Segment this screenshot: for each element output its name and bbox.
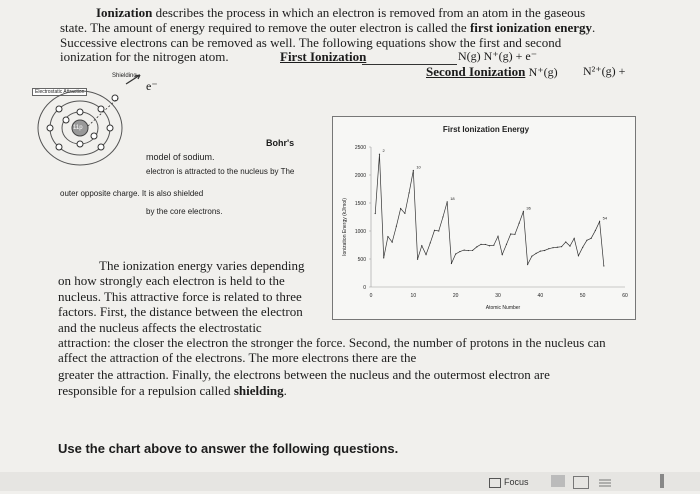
- data-point: [425, 254, 426, 255]
- data-point: [536, 253, 537, 254]
- data-point: [447, 201, 448, 202]
- data-point: [404, 213, 405, 214]
- second-ionization-label: Second Ionization: [426, 64, 526, 79]
- chart-x-axis-label: Atomic Number: [485, 305, 521, 311]
- data-label: 36: [526, 205, 531, 211]
- data-point: [582, 247, 583, 248]
- data-point: [375, 213, 376, 214]
- data-point: [497, 236, 498, 237]
- para2-line-6: attraction: the closer the electron the stronger the force. Second, the number of protons in the nucleus can: [58, 335, 606, 350]
- chart-axes: [355, 145, 628, 299]
- ionization-energy-chart-svg: [333, 117, 635, 319]
- data-point: [586, 240, 587, 241]
- data-point: [459, 251, 460, 252]
- second-ionization-heading: [426, 64, 558, 80]
- intro-line-2-end: .: [592, 20, 596, 35]
- electrostatic-attraction-label: Electrostatic Attraction: [32, 88, 87, 96]
- bohr-title: Bohr's: [266, 138, 295, 148]
- data-point: [557, 247, 558, 248]
- data-point: [514, 234, 515, 235]
- data-point: [472, 250, 473, 251]
- data-point: [574, 238, 575, 239]
- term-shielding: shielding: [233, 383, 284, 398]
- web-layout-icon[interactable]: [598, 476, 612, 487]
- data-point: [544, 250, 545, 251]
- chart-y-axis-label: Ionization Energy (kJ/mol): [342, 198, 348, 256]
- data-point: [519, 223, 520, 224]
- data-point: [531, 256, 532, 257]
- second-ionization-eq-b: N²⁺(g) +: [583, 64, 626, 78]
- data-point: [417, 259, 418, 260]
- nucleus-label: 11p: [73, 125, 83, 131]
- data-point: [595, 230, 596, 231]
- x-tick-label: 10: [410, 293, 417, 299]
- data-point: [392, 242, 393, 243]
- intro-line-3: Successive electrons can be removed as well. The following equations show the first and second: [60, 35, 562, 50]
- data-point: [591, 238, 592, 239]
- electron-symbol: e⁻: [146, 79, 158, 93]
- para2-line-7: affect the attraction of the electrons. The more electrons there are the: [58, 350, 417, 365]
- data-point: [383, 257, 384, 258]
- zoom-slider-handle[interactable]: [660, 474, 664, 488]
- intro-line-4: ionization for the nitrogen atom.: [60, 49, 229, 64]
- bohr-caption-2: electron is attracted to the nucleus by The: [146, 167, 295, 176]
- chart-title: First Ionization Energy: [442, 125, 530, 134]
- intro-line-2: [60, 20, 595, 35]
- focus-icon: [489, 478, 501, 488]
- intro-line-1: [96, 5, 585, 20]
- data-point: [476, 246, 477, 247]
- data-point: [599, 221, 600, 222]
- focus-label: Focus: [504, 477, 529, 487]
- data-point: [603, 265, 604, 266]
- data-point: [523, 211, 524, 212]
- data-point: [468, 250, 469, 251]
- para2-line-9-text: responsible for a repulsion called: [58, 383, 231, 398]
- data-label: 10: [416, 164, 421, 170]
- data-label: 18: [450, 195, 455, 201]
- data-point: [396, 226, 397, 227]
- data-point: [438, 230, 439, 231]
- x-tick-label: 30: [495, 293, 501, 299]
- first-ionization-equation: N(g) N⁺(g) + e⁻: [458, 49, 538, 63]
- data-point: [455, 253, 456, 254]
- first-ionization-heading: [280, 49, 366, 64]
- data-point: [493, 245, 494, 246]
- data-point: [430, 242, 431, 243]
- bohr-caption-1: model of sodium.: [146, 152, 215, 162]
- data-point: [510, 233, 511, 234]
- read-mode-icon[interactable]: [551, 475, 565, 487]
- data-point: [421, 245, 422, 246]
- second-ionization-eq-a: N⁺(g): [528, 65, 558, 79]
- data-point: [379, 154, 380, 155]
- data-point: [578, 255, 579, 256]
- data-point: [442, 216, 443, 217]
- series-line: [375, 154, 604, 266]
- y-tick-label: 0: [363, 285, 366, 291]
- data-point: [400, 208, 401, 209]
- print-layout-icon[interactable]: [573, 476, 589, 489]
- bohr-caption-4: by the core electrons.: [146, 207, 223, 216]
- y-tick-label: 1000: [354, 229, 366, 235]
- question-heading: Use the chart above to answer the following questions.: [58, 441, 399, 456]
- data-point: [413, 170, 414, 171]
- bohr-caption-3: outer opposite charge. It is also shielded: [60, 189, 204, 198]
- para2-line-3: nucleus. This attractive force is related to three: [58, 289, 302, 304]
- term-first-ionization-energy: first ionization energy: [469, 20, 592, 35]
- shielding-arrow: [125, 72, 143, 86]
- y-tick-label: 1500: [354, 201, 366, 207]
- para2-line-9: [58, 383, 287, 398]
- term-ionization: Ionization: [96, 5, 153, 20]
- first-ionization-label: First Ionization: [280, 49, 367, 64]
- focus-button[interactable]: [489, 475, 539, 489]
- data-point: [409, 192, 410, 193]
- chart-marks: [375, 148, 608, 266]
- data-point: [561, 246, 562, 247]
- data-point: [502, 254, 503, 255]
- data-point: [569, 245, 570, 246]
- data-point: [506, 244, 507, 245]
- x-tick-label: 20: [452, 293, 459, 299]
- data-point: [548, 248, 549, 249]
- data-point: [434, 230, 435, 231]
- data-point: [565, 241, 566, 242]
- data-point: [552, 247, 553, 248]
- data-point: [480, 244, 481, 245]
- para2-line-4: factors. First, the distance between the electron: [58, 304, 303, 319]
- data-point: [489, 245, 490, 246]
- status-bar: [0, 472, 700, 491]
- data-label: 2: [382, 148, 385, 154]
- y-tick-label: 2500: [354, 145, 366, 151]
- x-tick-label: 40: [537, 293, 544, 299]
- para2-end: .: [283, 383, 287, 398]
- data-point: [387, 236, 388, 237]
- para2-line-2: on how strongly each electron is held to the: [58, 273, 285, 288]
- para2-line-1: The ionization energy varies depending: [99, 258, 305, 273]
- data-point: [527, 264, 528, 265]
- x-tick-label: 60: [622, 293, 628, 299]
- y-tick-label: 2000: [354, 173, 366, 179]
- data-point: [485, 244, 486, 245]
- data-point: [451, 263, 452, 264]
- x-tick-label: 0: [369, 293, 373, 299]
- y-tick-label: 500: [357, 257, 366, 263]
- data-label: 54: [602, 215, 608, 221]
- x-tick-label: 50: [579, 293, 586, 299]
- data-point: [540, 251, 541, 252]
- shielding-label: Shielding: [112, 73, 137, 79]
- para2-line-5: and the nucleus affects the electrostatic: [58, 320, 262, 335]
- intro-line-1-text: describes the process in which an electron is removed from an atom in the gaseous: [155, 5, 586, 20]
- para2-line-8: greater the attraction. Finally, the electrons between the nucleus and the outermost electron are: [58, 367, 550, 382]
- ionization-energy-chart: [332, 116, 636, 320]
- intro-line-2-text: state. The amount of energy required to remove the outer electron is called the: [60, 20, 467, 35]
- data-point: [464, 249, 465, 250]
